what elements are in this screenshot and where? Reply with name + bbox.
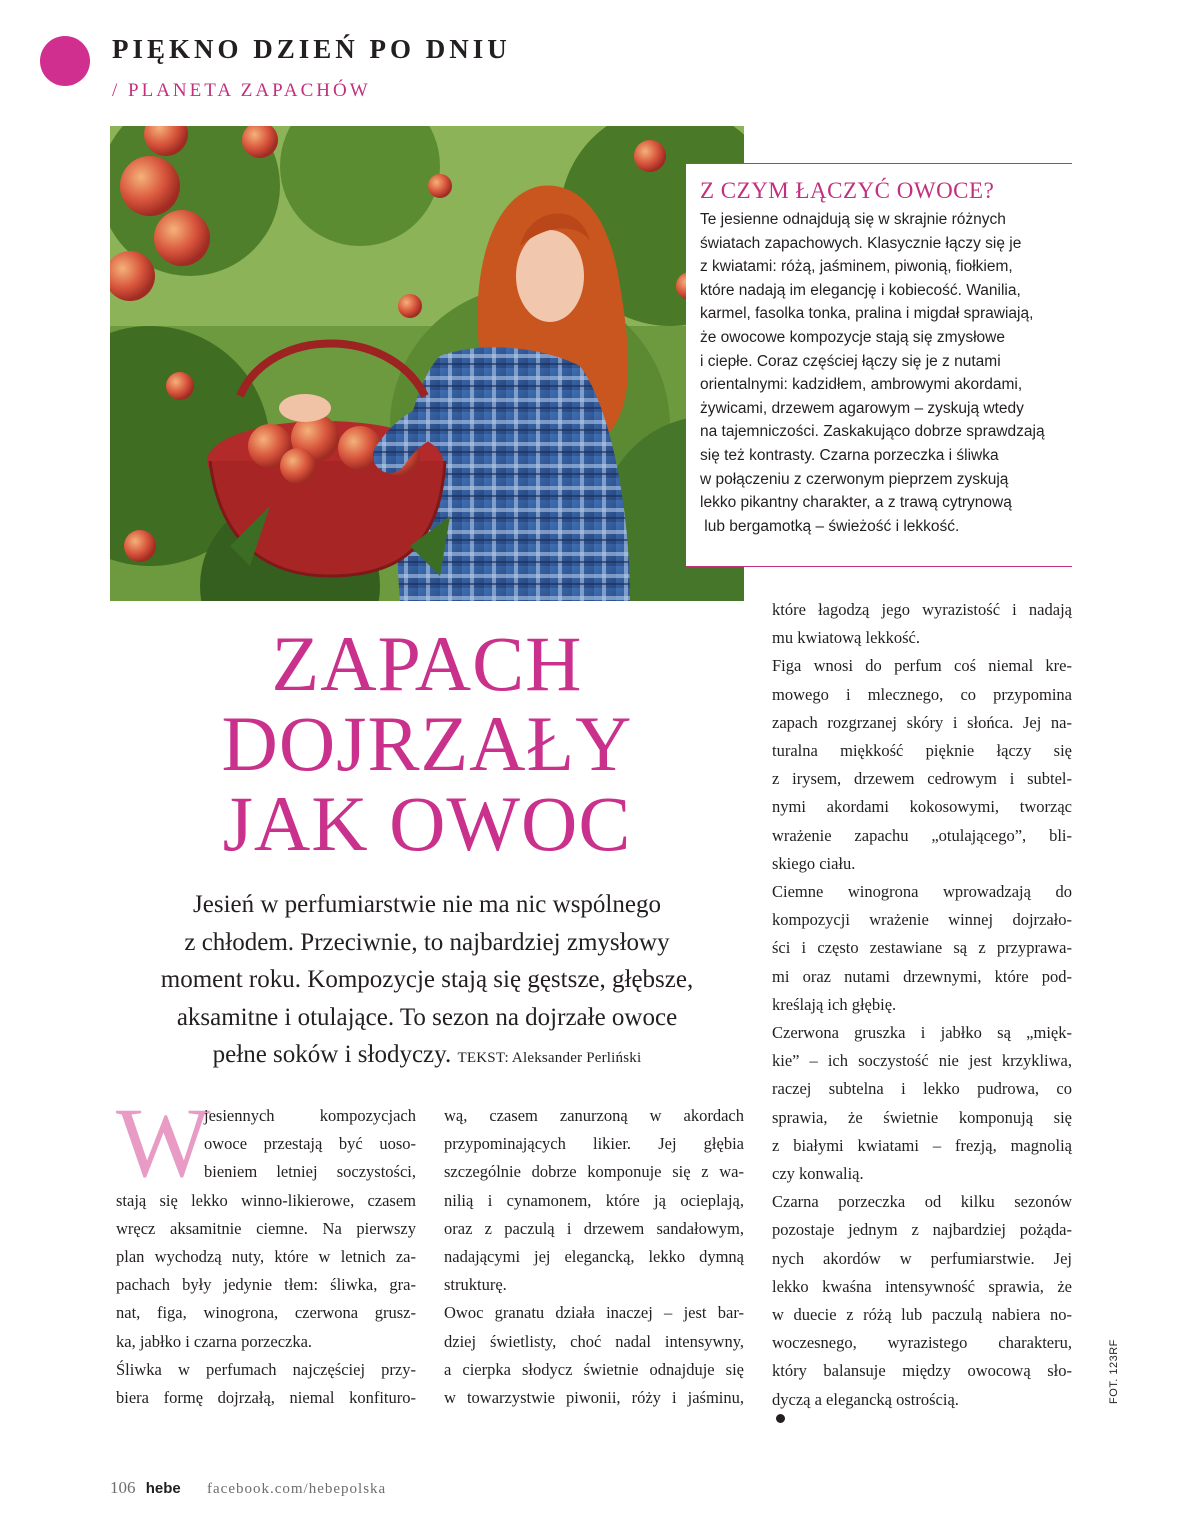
column-line: nych akordów w perfumiarstwie. Jej <box>772 1248 1072 1268</box>
column-line: kompozycji wrażenie winnej dojrzało- <box>772 910 1072 930</box>
sidebar-line: lekko pikantny charakter, a z trawą cytrynową <box>700 494 1012 512</box>
sidebar-line: na tajemniczości. Zaskakująco dobrze sprawdzają <box>700 423 1045 441</box>
column-line: woczesnego, wyrazistego charakteru, <box>772 1333 1072 1353</box>
sidebar-box <box>686 163 1072 567</box>
column-line: wrażenie zapachu „otulającego”, bli- <box>772 825 1072 845</box>
lead-line: moment roku. Kompozycje stają się gęstsze, głębsze, <box>160 966 694 993</box>
section-subtitle: / PLANETA ZAPACHÓW <box>112 80 371 101</box>
column-line: nat, figa, winogrona, czerwona grusz- <box>116 1303 416 1323</box>
column-line: owoce przestają być uoso- <box>204 1134 416 1154</box>
column-line: Owoc granatu działa inaczej – jest bar- <box>444 1303 744 1323</box>
end-mark-icon <box>776 1414 785 1423</box>
sidebar-line: karmel, fasolka tonka, pralina i migdał sprawiają, <box>700 305 1034 323</box>
photo-credit: FOT. 123RF <box>1108 1339 1120 1404</box>
article-lead <box>110 886 744 1078</box>
sidebar-line: orientalnymi: kadzidłem, ambrowymi akordami, <box>700 376 1023 394</box>
text-column-3 <box>772 596 1072 1423</box>
sidebar-line: i ciepłe. Coraz częściej łączy się je z nutami <box>700 352 1001 370</box>
column-line: przypominających likier. Jej głębia <box>444 1134 744 1154</box>
column-line: które łagodzą jego wyrazistość i nadają <box>772 600 1072 619</box>
sidebar-line: że owocowe kompozycje stają się zmysłowe <box>700 328 1005 346</box>
article-photo <box>110 126 744 601</box>
column-line: bieniem letniej soczystości, <box>204 1162 416 1182</box>
column-line: plan wychodzą nuty, które w letnich za- <box>116 1247 416 1267</box>
sidebar-line: które nadają im elegancję i kobiecość. Wanilia, <box>700 281 1021 299</box>
column-line: sprawia, że świetnie komponują się <box>772 1107 1072 1127</box>
drop-cap: W <box>116 1087 211 1198</box>
column-line: Czarna porzeczka od kilku sezonów <box>772 1192 1072 1212</box>
headline-line: ZAPACH <box>271 620 583 707</box>
section-title: PIĘKNO DZIEŃ PO DNIU <box>112 34 511 64</box>
column-line: zapach rozgrzanej skóry i słońca. Jej na- <box>772 712 1072 732</box>
column-line: w towarzystwie piwonii, róży i jaśminu, <box>444 1388 744 1408</box>
sidebar-line: światach zapachowych. Klasycznie łączy się je <box>700 234 1022 252</box>
column-line: raczej subtelna i lekko pudrowa, co <box>772 1079 1072 1099</box>
column-line: strukturę. <box>444 1275 507 1295</box>
lead-line: aksamitne i otulające. To sezon na dojrzałe owoce <box>176 1003 678 1031</box>
column-line: mowego i mlecznego, co przypomina <box>772 684 1072 704</box>
page-number: 106 <box>110 1478 136 1497</box>
column-line: stają się lekko winno-likierowe, czasem <box>116 1190 416 1210</box>
text-column-1 <box>116 1087 416 1412</box>
column-line: skiego ciału. <box>772 853 856 873</box>
column-line: a cierpka słodycz świetnie odnajduje się <box>444 1359 744 1379</box>
column-line: Figa wnosi do perfum coś niemal kre- <box>772 656 1072 676</box>
magazine-brand: hebe <box>145 1480 181 1497</box>
column-line: Czerwona gruszka i jabłko są „mięk- <box>772 1023 1072 1043</box>
column-line: mi oraz nutami drzewnymi, które pod- <box>772 966 1072 986</box>
column-line: oraz z paczulą i drzewem sandałowym, <box>444 1218 744 1238</box>
article-headline <box>110 620 744 867</box>
column-line: z irysem, drzewem cedrowym i subtel- <box>772 769 1072 789</box>
column-line: Śliwka w perfumach najczęściej przy- <box>116 1359 416 1379</box>
column-line: ka, jabłko i czarna porzeczka. <box>116 1331 313 1351</box>
column-line: pozostaje jednym z najbardziej pożąda- <box>772 1220 1072 1240</box>
lead-line: pełne soków i słodyczy. <box>212 1041 452 1068</box>
section-circle-marker <box>40 36 90 86</box>
page-footer <box>110 1478 386 1498</box>
column-line: pachach były jedynie tłem: śliwka, gra- <box>116 1275 416 1295</box>
headline-line: DOJRZAŁY <box>221 700 633 787</box>
column-line: szczególnie dobrze komponuje się z wa- <box>444 1162 744 1182</box>
column-line: mu kwiatową lekkość. <box>772 628 921 648</box>
column-line: kreślają ich głębię. <box>772 994 897 1014</box>
column-line: biera formę dojrzałą, niemal konfituro- <box>116 1388 416 1408</box>
column-line: dziej świetlisty, choć nadal intensywny, <box>444 1331 744 1351</box>
column-line: jesiennych kompozycjach <box>204 1106 416 1125</box>
sidebar-text <box>700 208 1068 538</box>
column-line: z białymi kwiatami – frezją, magnolią <box>772 1135 1072 1155</box>
sidebar-line: Te jesienne odnajdują się w skrajnie różnych <box>700 211 1006 228</box>
column-line: lekko kwaśna intensywność sprawia, że <box>772 1276 1072 1296</box>
column-line: nilią i cynamonem, które ją ocieplają, <box>444 1190 744 1210</box>
column-line: czy konwalią. <box>772 1164 864 1184</box>
column-line: wą, czasem zanurzoną w akordach <box>444 1106 744 1125</box>
lead-line: Jesień w perfumiarstwie nie ma nic wspólnego <box>193 891 661 918</box>
column-line: ści i często zestawiane są z przyprawa- <box>772 938 1072 958</box>
column-line: nadającymi jej elegancką, lekko dymną <box>444 1247 744 1267</box>
text-column-2 <box>444 1102 744 1412</box>
facebook-link[interactable]: facebook.com/hebepolska <box>207 1481 387 1497</box>
column-line: który balansuje między owocową sło- <box>772 1361 1072 1381</box>
column-line: nymi akordami kokosowymi, tworząc <box>772 797 1072 817</box>
headline-line: JAK OWOC <box>222 780 632 867</box>
byline: TEKST: Aleksander Perliński <box>457 1050 642 1066</box>
lead-line: z chłodem. Przeciwnie, to najbardziej zmysłowy <box>184 928 670 956</box>
column-line-end <box>772 1386 1072 1423</box>
sidebar-line: lub bergamotką – świeżość i lekkość. <box>700 517 960 535</box>
column-line: turalna miękkość pięknie łączy się <box>772 741 1072 761</box>
lead-line-last <box>110 1036 744 1078</box>
sidebar-line: żywicami, drzewem agarowym – zyskują wtedy <box>700 399 1024 417</box>
column-line: kie” – ich soczystość nie jest krzykliwa, <box>772 1051 1072 1071</box>
column-line: Ciemne winogrona wprowadzają do <box>772 882 1072 902</box>
column-line: w duecie z różą lub paczulą nabiera no- <box>772 1305 1072 1325</box>
sidebar-line: się też kontrasty. Czarna porzeczka i śliwka <box>700 446 999 464</box>
column-line: dyczą a elegancką ostrością. <box>772 1389 959 1409</box>
sidebar-title: Z CZYM ŁĄCZYĆ OWOCE? <box>700 178 995 203</box>
column-line: wręcz aksamitnie ciemne. Na pierwszy <box>116 1218 416 1238</box>
sidebar-line: z kwiatami: różą, jaśminem, piwonią, fiołkiem, <box>700 258 1013 276</box>
sidebar-line: w połączeniu z czerwonym pieprzem zyskują <box>700 470 1009 488</box>
